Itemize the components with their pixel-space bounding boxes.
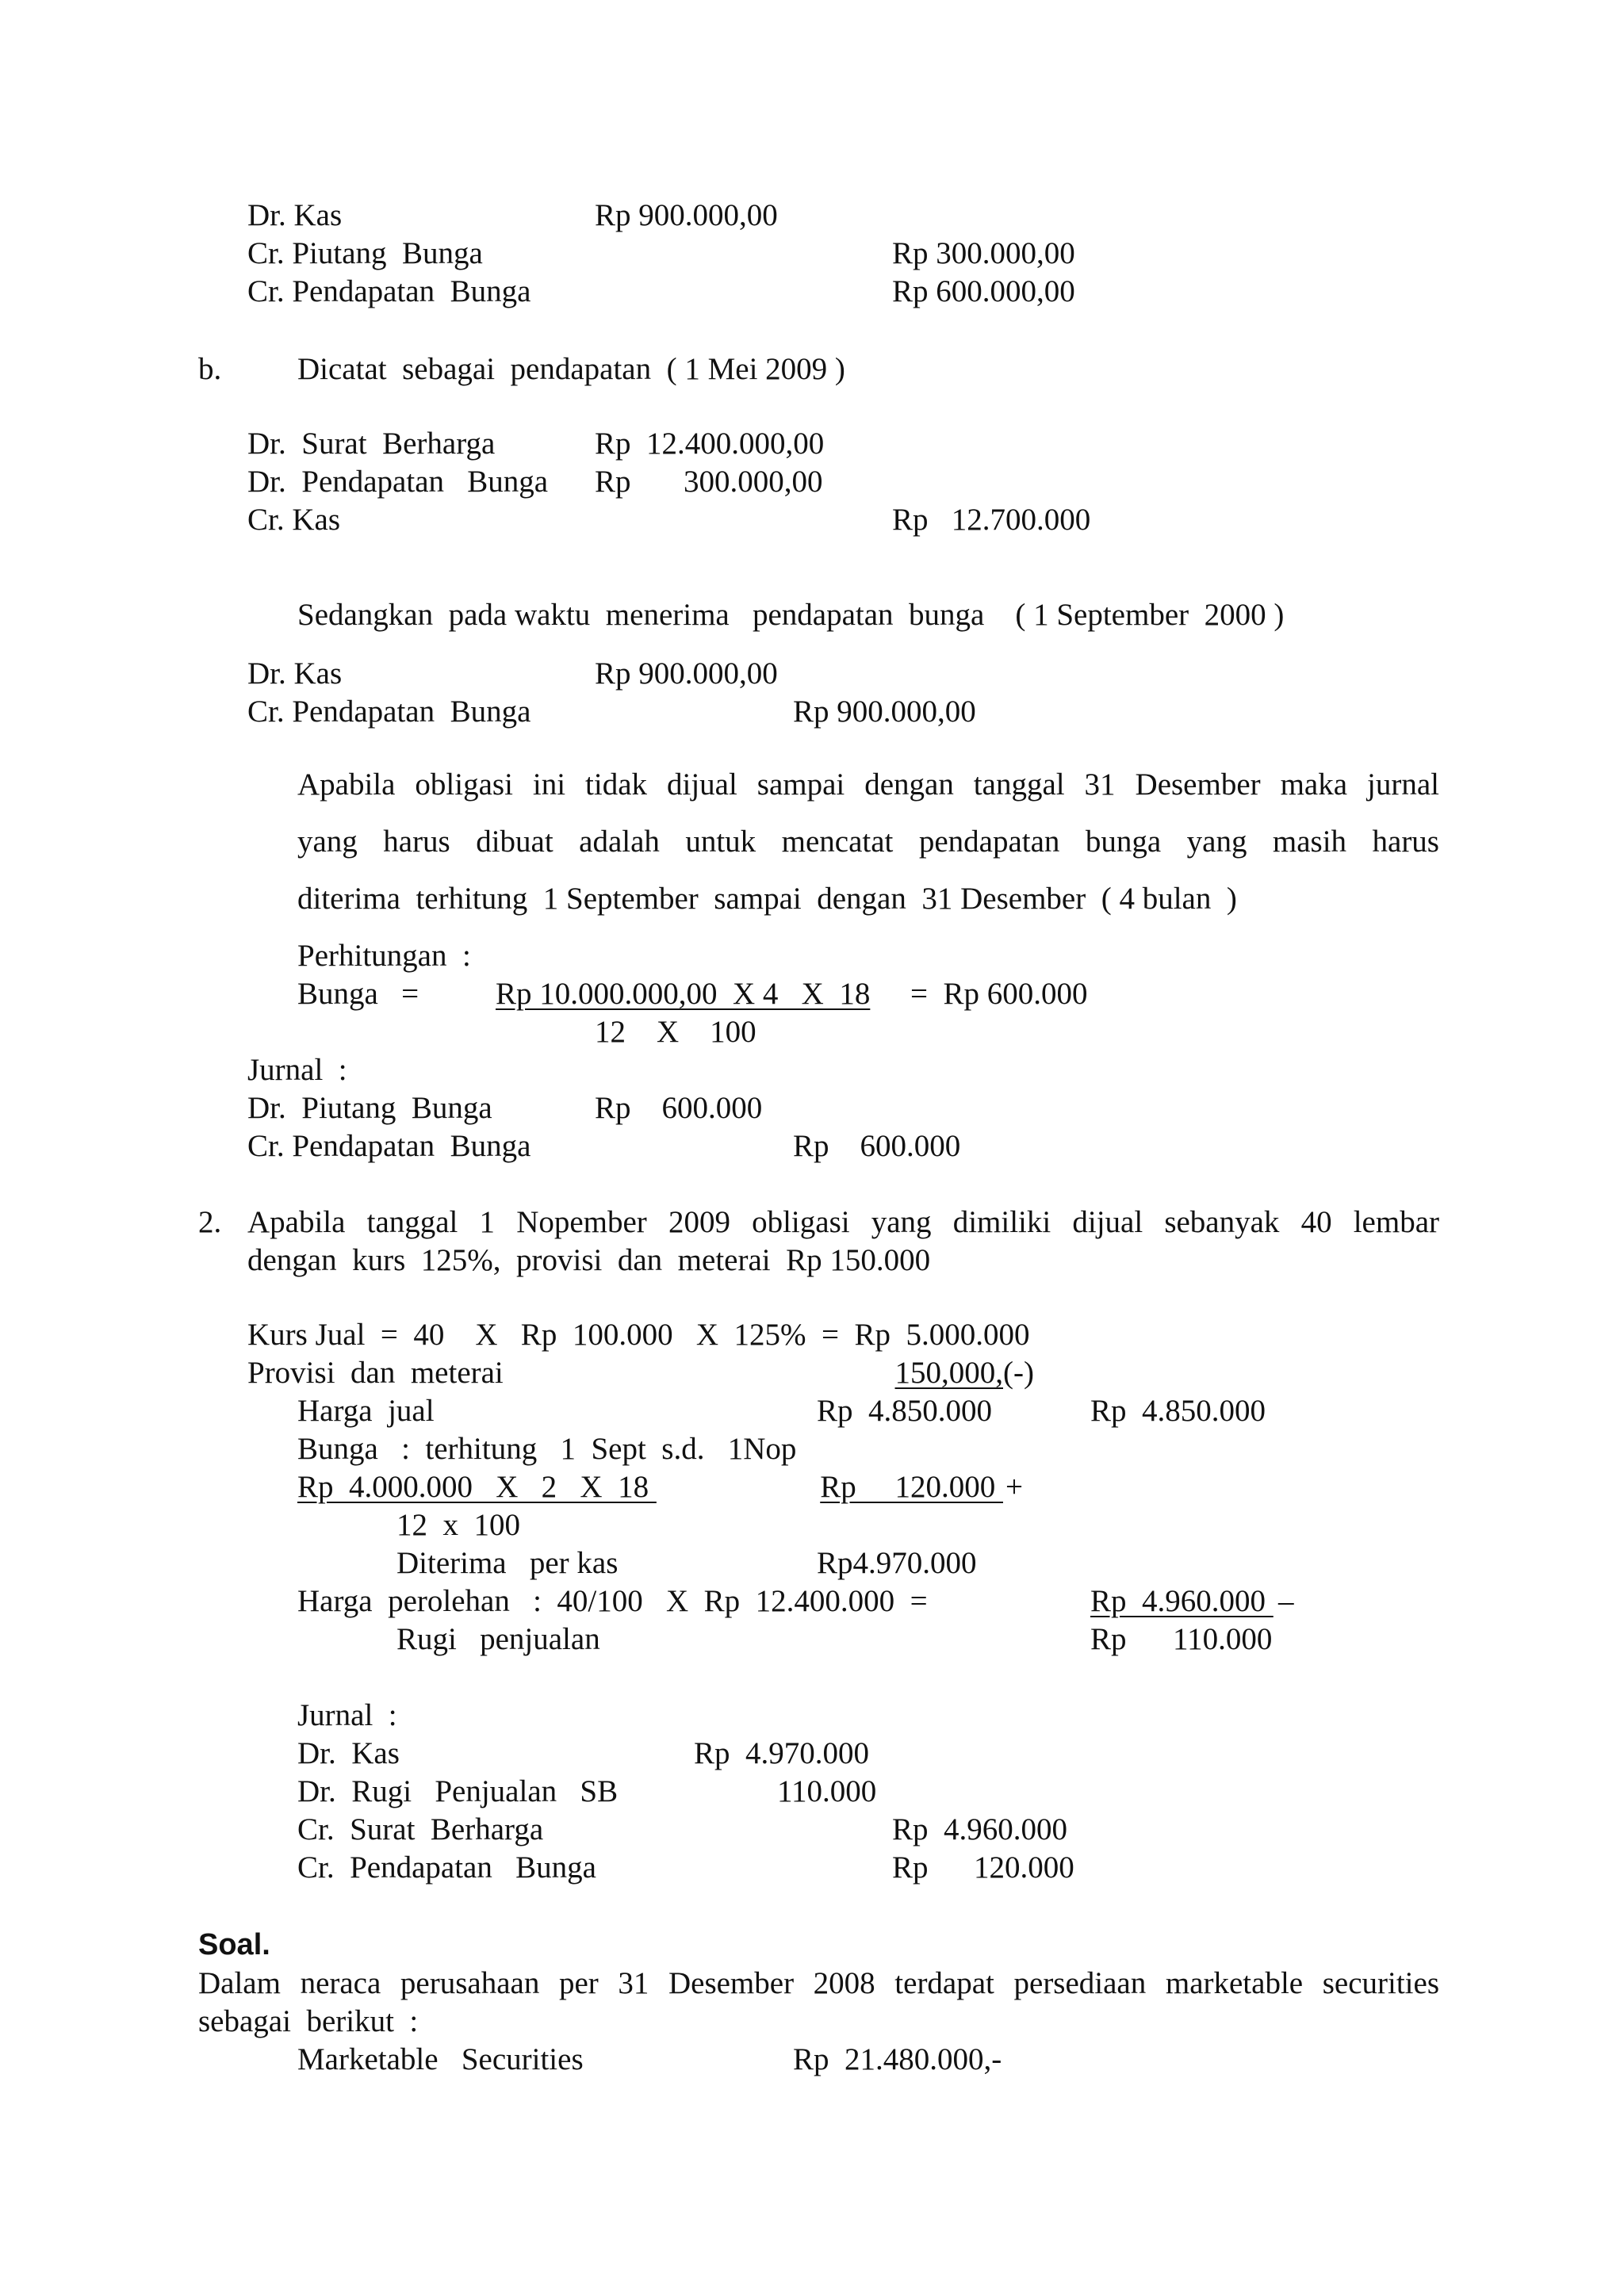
credit-pendapatan-bunga-label: Cr. Pendapatan Bunga	[247, 274, 531, 308]
harga-jual-label: Harga jual	[297, 1394, 435, 1428]
bunga-formula-denominator: 12 X 100	[595, 1015, 756, 1049]
credit-surat-berharga-label: Cr. Surat Berharga	[297, 1812, 544, 1846]
harga-perolehan-sign: –	[1278, 1584, 1294, 1618]
item-2-marker: 2.	[198, 1205, 222, 1239]
diterima-value: Rp4.970.000	[817, 1546, 977, 1580]
debit-pendapatan-bunga-amount: 300.000,00	[684, 465, 823, 499]
debit-piutang-bunga-amount: Rp 600.000	[595, 1091, 763, 1125]
debit-pendapatan-bunga-currency: Rp	[595, 465, 631, 499]
bunga-value-2: Rp 120.000	[820, 1470, 1003, 1504]
provisi-sign: (-)	[1003, 1356, 1034, 1390]
item-b-marker: b.	[198, 352, 222, 386]
debit-kas-amount-2: Rp 900.000,00	[595, 656, 778, 691]
harga-perolehan-value: Rp 4.960.000	[1090, 1584, 1274, 1618]
credit-pendapatan-bunga-amount-3: Rp 600.000	[793, 1129, 961, 1163]
credit-kas-label: Cr. Kas	[247, 503, 340, 537]
bunga-formula-numerator: Rp 10.000.000,00 X 4 X 18	[496, 977, 871, 1011]
credit-piutang-bunga-amount: Rp 300.000,00	[892, 236, 1075, 270]
rugi-penjualan-label: Rugi penjualan	[396, 1622, 600, 1656]
debit-surat-berharga-label: Dr. Surat Berharga	[247, 427, 496, 461]
marketable-securities-label: Marketable Securities	[297, 2042, 584, 2076]
debit-rugi-penjualan-amount: 110.000	[777, 1774, 877, 1808]
credit-piutang-bunga-label: Cr. Piutang Bunga	[247, 236, 483, 270]
credit-surat-berharga-amount: Rp 4.960.000	[892, 1812, 1068, 1846]
item-2-line-1: Apabila tanggal 1 Nopember 2009 obligasi yang dimiliki dijual sebanyak 40 lembar	[247, 1205, 1439, 1239]
sedangkan-paragraph: Sedangkan pada waktu menerima pendapatan bunga ( 1 September 2000 )	[297, 598, 1285, 632]
jurnal-label-1: Jurnal :	[247, 1053, 347, 1087]
bunga-formula-2: Rp 4.000.000 X 2 X 18	[297, 1470, 657, 1504]
debit-rugi-penjualan-label: Dr. Rugi Penjualan SB	[297, 1774, 619, 1808]
debit-kas-label-3: Dr. Kas	[297, 1736, 400, 1770]
debit-kas-amount: Rp 900.000,00	[595, 198, 778, 232]
debit-pendapatan-bunga-label: Dr. Pendapatan Bunga	[247, 465, 549, 499]
credit-pendapatan-bunga-amount-4: 120.000	[974, 1850, 1074, 1885]
apabila-line-3: diterima terhitung 1 September sampai dengan 31 Desember ( 4 bulan )	[297, 882, 1237, 916]
diterima-label: Diterima per kas	[396, 1546, 619, 1580]
provisi-value: 150,000,	[894, 1356, 1003, 1390]
harga-jual-value: Rp 4.850.000	[817, 1394, 993, 1428]
harga-jual-total: Rp 4.850.000	[1090, 1394, 1266, 1428]
bunga-denominator-2: 12 x 100	[396, 1508, 520, 1542]
soal-line-2: sebagai berikut :	[198, 2004, 419, 2038]
apabila-line-1: Apabila obligasi ini tidak dijual sampai dengan tanggal 31 Desember maka jurnal	[297, 767, 1439, 802]
kurs-jual-line: Kurs Jual = 40 X Rp 100.000 X 125% = Rp 5.000.000	[247, 1318, 1030, 1352]
marketable-securities-value: Rp 21.480.000,-	[793, 2042, 1002, 2076]
credit-kas-amount: Rp 12.700.000	[892, 503, 1091, 537]
bunga-terhitung-label: Bunga : terhitung 1 Sept s.d. 1Nop	[297, 1432, 797, 1466]
credit-pendapatan-bunga-currency-4: Rp	[892, 1850, 929, 1885]
debit-kas-amount-3: Rp 4.970.000	[694, 1736, 870, 1770]
credit-pendapatan-bunga-amount-2: Rp 900.000,00	[793, 695, 976, 729]
apabila-line-2: yang harus dibuat adalah untuk mencatat pendapatan bunga yang masih harus	[297, 825, 1439, 859]
credit-pendapatan-bunga-label-4: Cr. Pendapatan Bunga	[297, 1850, 596, 1885]
rugi-penjualan-value: Rp 110.000	[1090, 1622, 1273, 1656]
soal-heading: Soal.	[198, 1928, 270, 1961]
soal-line-1: Dalam neraca perusahaan per 31 Desember 2008 terdapat persediaan marketable securities	[198, 1966, 1439, 2000]
harga-perolehan-label: Harga perolehan : 40/100 X Rp 12.400.000 =	[297, 1584, 928, 1618]
bunga-label: Bunga =	[297, 977, 419, 1011]
item-b-heading: Dicatat sebagai pendapatan ( 1 Mei 2009 )	[297, 352, 845, 386]
debit-surat-berharga-amount: Rp 12.400.000,00	[595, 427, 825, 461]
debit-piutang-bunga-label: Dr. Piutang Bunga	[247, 1091, 492, 1125]
bunga-plus-sign: +	[1005, 1470, 1023, 1504]
credit-pendapatan-bunga-label-2: Cr. Pendapatan Bunga	[247, 695, 531, 729]
jurnal-label-2: Jurnal :	[297, 1698, 397, 1732]
perhitungan-label: Perhitungan :	[297, 939, 471, 973]
credit-pendapatan-bunga-label-3: Cr. Pendapatan Bunga	[247, 1129, 531, 1163]
bunga-result: = Rp 600.000	[910, 977, 1088, 1011]
debit-kas-label-2: Dr. Kas	[247, 656, 343, 691]
debit-kas-label: Dr. Kas	[247, 198, 343, 232]
credit-pendapatan-bunga-amount: Rp 600.000,00	[892, 274, 1075, 308]
provisi-label: Provisi dan meterai	[247, 1356, 504, 1390]
item-2-line-2: dengan kurs 125%, provisi dan meterai Rp 150.000	[247, 1243, 931, 1277]
